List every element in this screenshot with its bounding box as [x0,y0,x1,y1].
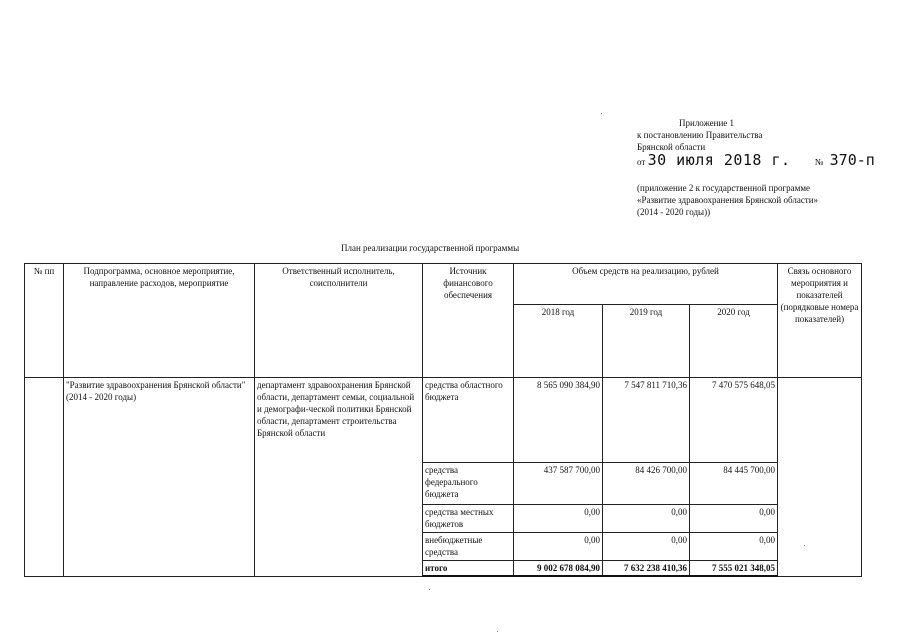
program-name: "Развитие здравоохранения Брянской области" (2014 - 2020 годы) [64,378,255,577]
header-row [25,264,862,305]
appendix-line: к постановлению Правительства [637,130,763,140]
header-year-2020: 2020 год [690,305,778,378]
header-subprogram: Подпрограмма, основное мероприятие, направление расходов, мероприятие [64,264,255,378]
decree-date: 30 июля 2018 г. [647,151,791,169]
value-2019: 0,00 [603,505,690,533]
program-num [25,378,64,577]
value-2018: 437 587 700,00 [514,463,603,505]
value-2018: 0,00 [514,533,603,561]
appendix-line: Приложение 1 [679,118,735,128]
value-2020: 84 445 700,00 [690,463,778,505]
table-row [25,378,862,463]
header-link: Связь основного мероприятия и показателей (порядковые номера показателей) [778,264,862,378]
header-source: Источник финансового обеспечения [423,264,514,378]
number-prefix: № [814,157,824,167]
source-cell: средства местных бюджетов [423,505,514,533]
decree-date-line [637,151,875,169]
source-cell: средства федерального бюджета [423,463,514,505]
source-cell: внебюджетные средства [423,533,514,561]
source-cell: средства областного бюджета [423,378,514,463]
appendix-block [637,117,887,153]
value-2018: 0,00 [514,505,603,533]
source-cell: итого [423,561,514,577]
decree-number: 370-п [829,151,875,169]
program-note [637,182,877,218]
value-2019: 0,00 [603,533,690,561]
header-executor: Ответственный исполнитель, соисполнители [255,264,423,378]
value-2020: 0,00 [690,533,778,561]
value-2020: 0,00 [690,505,778,533]
header-year-2019: 2019 год [603,305,690,378]
plan-table [24,263,862,577]
value-2019: 84 426 700,00 [603,463,690,505]
value-2018: 9 002 678 084,90 [514,561,603,577]
value-2019: 7 547 811 710,36 [603,378,690,463]
appendix-line: Брянской области [637,142,706,152]
value-2018: 8 565 090 384,90 [514,378,603,463]
header-volume: Объем средств на реализацию, рублей [514,264,778,305]
plan-title: План реализации государственной программы [341,243,520,253]
value-2020: 7 555 021 348,05 [690,561,778,577]
note-line: «Развитие здравоохранения Брянской области» [637,195,819,205]
program-executors: департамент здравоохранения Брянской области, департамент семьи, социальной и демографи-ческой политики Брянской области, департамент строительства Брянской области [255,378,423,577]
value-2020: 7 470 575 648,05 [690,378,778,463]
header-year-2018: 2018 год [514,305,603,378]
date-prefix: от [637,157,646,167]
value-2019: 7 632 238 410,36 [603,561,690,577]
program-link [778,378,862,577]
note-line: (2014 - 2020 годы)) [637,207,711,217]
header-num: № пп [25,264,64,378]
note-line: (приложение 2 к государственной программе [637,183,811,193]
